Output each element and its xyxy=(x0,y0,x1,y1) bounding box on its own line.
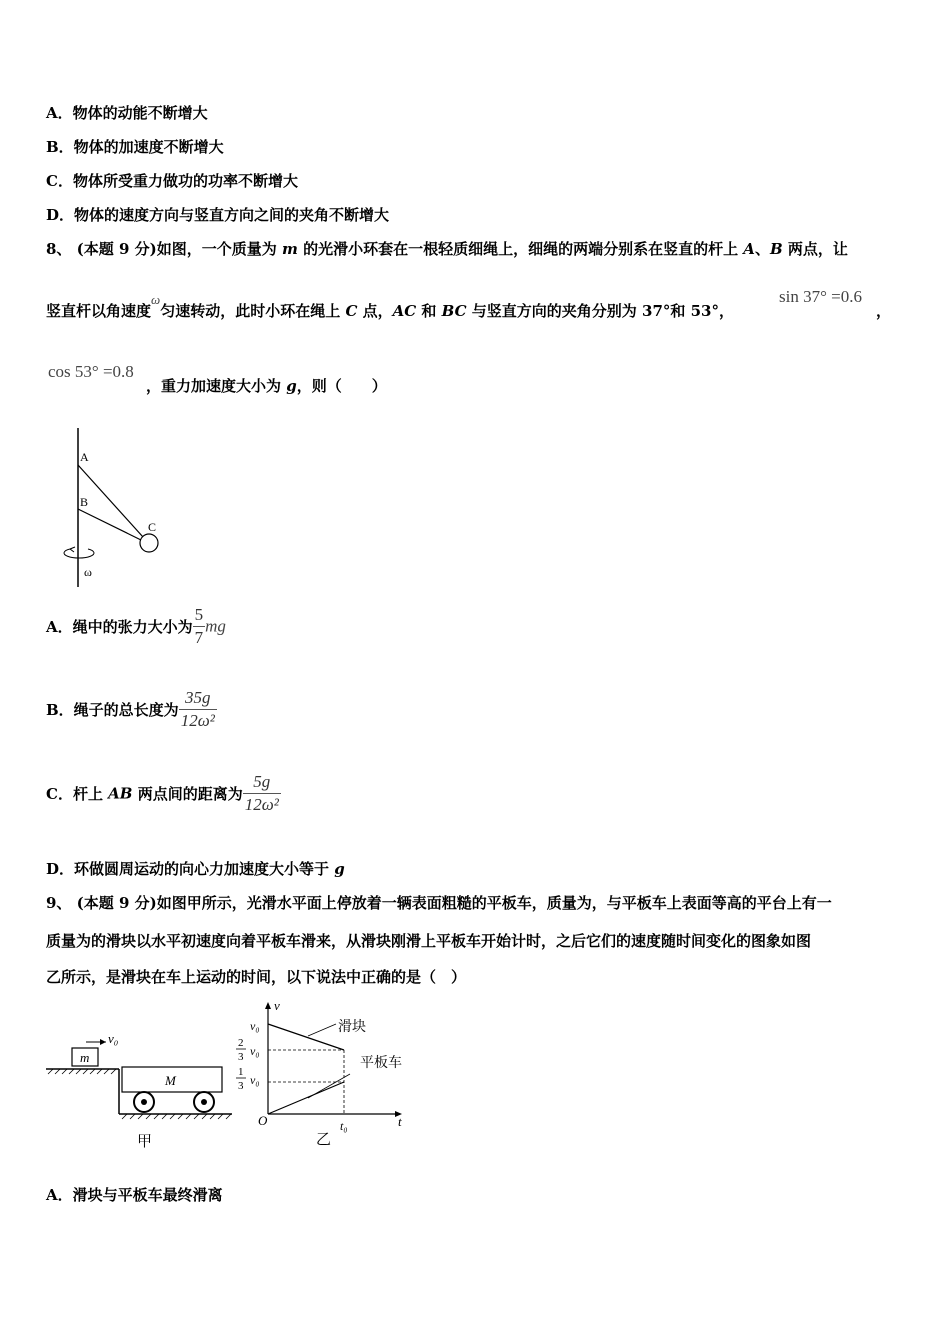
fraction-35g: $\frac{35g}{\text{12ω²}}$ xyxy=(180,688,215,730)
block-velocity-line xyxy=(268,1024,344,1050)
leader-block xyxy=(308,1024,336,1036)
q7-option-c: C．物体所受重力做功的功率不断增大 xyxy=(46,172,298,190)
q9-stem-line1: 9、 (本题 9 分)如图甲所示，光滑水平面上停放着一辆表面粗糙的平板车，质量为，与平板车上表面等高的平台上有一 xyxy=(46,894,832,912)
ring-c xyxy=(140,534,158,552)
fraction-5g: $\frac{5g}{\text{12ω²}}$ xyxy=(244,772,279,814)
fraction-5-7: $\frac{5}{7}$ xyxy=(194,605,204,647)
q9-stem-line2: 质量为的滑块以水平初速度向着平板车滑来，从滑块刚滑上平板车开始计时，之后它们的速度随时间变化的图象如图 xyxy=(46,932,812,950)
q8-stem-line3: ，重力加速度大小为 g，则（ ） xyxy=(146,377,387,395)
q8-option-a: A．绳中的张力大小为 $\frac{5}{7}$ mg xyxy=(46,605,226,647)
q9-stem-line3: 乙所示，是滑块在车上运动的时间，以下说法中正确的是（ ） xyxy=(46,968,467,986)
v-axis-arrow-icon xyxy=(265,1002,271,1009)
cart-velocity-line xyxy=(268,1082,344,1114)
q7-option-b: B．物体的加速度不断增大 xyxy=(46,138,224,156)
tick-two-thirds-num: 2 xyxy=(238,1037,244,1049)
tick-v0: v₀ xyxy=(250,1019,260,1033)
q9-figure-yi xyxy=(232,998,414,1152)
v0-label: v₀ xyxy=(108,1031,119,1046)
label-a: A xyxy=(80,450,89,464)
tick-one-third-v0: v₀ xyxy=(250,1073,260,1087)
q8-figure xyxy=(50,425,170,590)
omega-symbol: ω xyxy=(151,292,161,307)
q8-option-d: D．环做圆周运动的向心力加速度大小等于 g xyxy=(46,860,345,878)
caption-yi: 乙 xyxy=(316,1132,332,1148)
caption-jia: 甲 xyxy=(137,1134,153,1150)
tick-one-third-num: 1 xyxy=(238,1066,244,1078)
tick-two-thirds-den: 3 xyxy=(238,1051,244,1063)
axis-t-label: t xyxy=(398,1114,402,1129)
label-c: C xyxy=(148,520,157,534)
rotation-arrow xyxy=(64,549,94,558)
legend-cart: 平板车 xyxy=(360,1056,402,1071)
block-m-label: m xyxy=(80,1050,90,1065)
sin-expression: sin 37° =0.6 xyxy=(779,287,862,306)
label-omega: ω xyxy=(84,565,92,579)
axis-v-label: v xyxy=(274,998,280,1013)
cart-label: M xyxy=(165,1073,176,1088)
label-b: B xyxy=(80,495,89,509)
q8-stem-line2: 竖直杆以角速度ω匀速转动，此时小环在绳上 C 点，AC 和 BC 与竖直方向的夹角分别为 37°和 53°， xyxy=(46,292,734,320)
q8-stem-line1: 8、 (本题 9 分)如图，一个质量为 m 的光滑小环套在一根轻质细绳上，细绳的两端分别系在竖直的杆上 A、B 两点，让 xyxy=(46,240,848,258)
rotation-arrowhead-icon xyxy=(70,547,75,552)
origin-label: O xyxy=(258,1113,268,1128)
q9-option-a: A．滑块与平板车最终滑离 xyxy=(46,1186,223,1204)
tick-two-thirds-v0: v₀ xyxy=(250,1044,260,1058)
q7-option-a: A．物体的动能不断增大 xyxy=(46,104,208,122)
q9-figure-jia xyxy=(44,1022,234,1152)
q8-option-b: B．绳子的总长度为 $\frac{35g}{\text{12ω²}}$ xyxy=(46,688,215,730)
tick-one-third-den: 3 xyxy=(238,1080,244,1092)
cos-expression: cos 53° =0.8 xyxy=(48,362,134,381)
q7-option-d: D．物体的速度方向与竖直方向之间的夹角不断增大 xyxy=(46,206,390,224)
q8-option-c: C．杆上 AB 两点间的距离为 $\frac{5g}{\text{12ω²}}$ xyxy=(46,772,279,814)
velocity-arrowhead-icon xyxy=(100,1039,106,1045)
tick-t0: t₀ xyxy=(340,1119,348,1133)
legend-block: 滑块 xyxy=(338,1020,366,1035)
sin-comma: ， xyxy=(876,302,892,320)
